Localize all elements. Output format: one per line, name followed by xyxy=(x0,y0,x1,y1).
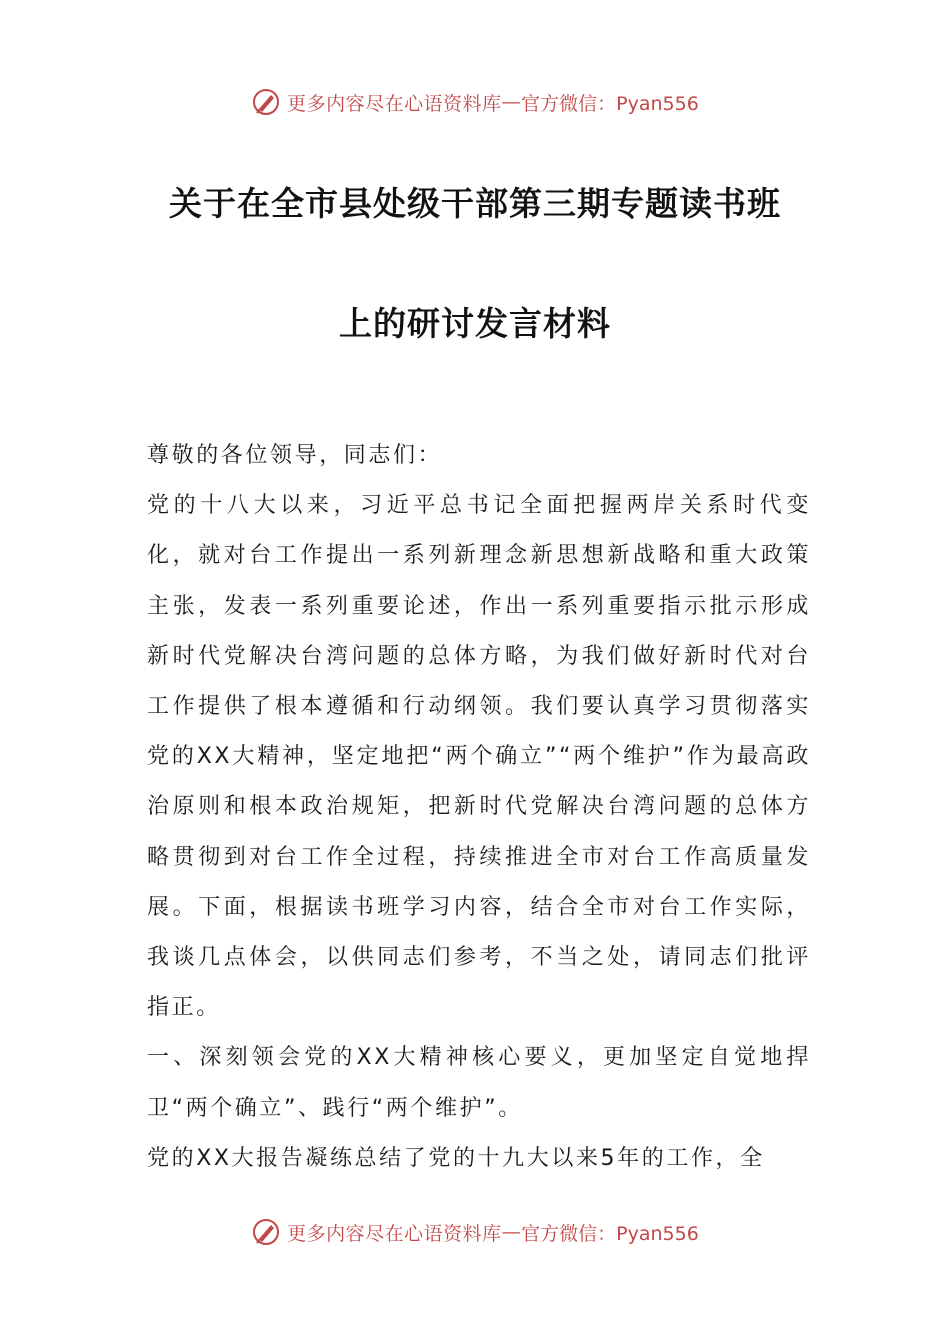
pen-logo-icon xyxy=(251,1217,281,1247)
document-title-line1: 关于在全市县处级干部第三期专题读书班 xyxy=(169,184,781,223)
watermark-text: 更多内容尽在心语资料库 xyxy=(287,92,502,115)
paragraph-2: 党的XX大报告凝练总结了党的十九大以来5年的工作，全 xyxy=(147,1145,765,1171)
watermark-separator: — xyxy=(501,1221,522,1243)
footer-watermark xyxy=(0,1212,950,1252)
section-heading-1: 一、深刻领会党的XX大精神核心要义，更加坚定自觉地捍卫“两个确立”、践行“两个维护”。 xyxy=(147,1045,811,1121)
document-title-line2: 上的研讨发言材料 xyxy=(339,304,611,343)
watermark-text: 更多内容尽在心语资料库 xyxy=(287,1222,502,1245)
document-body xyxy=(147,431,811,1184)
watermark-separator: — xyxy=(501,91,522,113)
watermark-wechat: 官方微信：Pyan556 xyxy=(521,1222,699,1245)
pen-logo-icon xyxy=(251,87,281,117)
greeting: 尊敬的各位领导，同志们： xyxy=(147,443,443,468)
paragraph-1: 党的十八大以来，习近平总书记全面把握两岸关系时代变化，就对台工作提出一系列新理念新思想新战略和重大政策主张，发表一系列重要论述，作出一系列重要指示批示形成新时代党解决台湾问题的总体方略，为我们做好新时代对台工作提供了根本遵循和行动纲领。我们要认真学习贯彻落实党的XX大精神，坚定地把“两个确立”“两个维护”作为最高政治原则和根本政治规矩，把新时代党解决台湾问题的总体方略贯彻到对台工作全过程，持续推进全市对台工作高质量发展。下面，根据读书班学习内容，结合全市对台工作实际，我谈几点体会，以供同志们参考，不当之处，请同志们批评指正。 xyxy=(147,493,811,1021)
watermark-wechat: 官方微信：Pyan556 xyxy=(521,92,699,115)
header-watermark xyxy=(0,82,950,122)
